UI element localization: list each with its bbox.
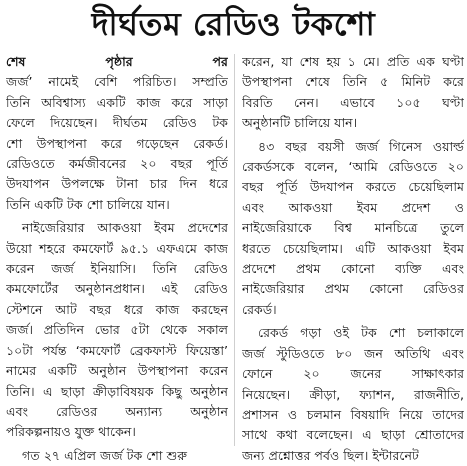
text-line: জর্জ’ নামেই বেশি পরিচিত। সম্প্রতি [6,74,228,90]
paragraph [6,218,228,442]
column-divider [234,54,235,446]
text-line: অনুষ্ঠানটি চালিয়ে যান। [242,115,358,131]
text-line: রেকর্ডসকে বলেন, ‘আমি রেডিওতে ২০ [242,159,464,175]
text-line: নাইজেরিয়াকে বিশ্ব মানচিত্রে তুলে [242,220,464,236]
text-line: ৪৩ বছর বয়সী জর্জ গিনেস ওয়ার্ল্ড [258,138,464,154]
text-line: নামের একটি অনুষ্ঠান উপস্থাপনা করেন [6,363,228,379]
text-line: তিনি একটি টক শো চালিয়ে যান। [6,196,170,212]
text-line: ফোনে ২০ জনের সাক্ষাৎকার [242,366,464,382]
text-line: উদযাপন উপলক্ষে টানা চার দিন ধরে [6,176,228,192]
text-line: স্টেশনে আট বছর ধরে কাজ করছেন [6,301,228,317]
paragraph [242,137,464,321]
text-line: বিরতি নেন। এভাবে ১০৫ ঘণ্টা [242,94,464,110]
right-column [242,52,464,466]
text-line: এবং রেডিওর অন্যান্য অনুষ্ঠান [6,403,228,419]
text-line: শো উপস্থাপনা করে গড়েছেন রেকর্ড। [6,135,228,151]
text-line: ধরতে চেয়েছিলাম। এটি আকওয়া ইবম [242,240,464,256]
continued-from-label: শেষ পৃষ্ঠার পর [6,54,228,69]
paragraph [242,52,464,134]
text-line: করেন, যা শেষ হয় ১ মে। প্রতি এক ঘণ্টা [242,54,464,69]
text-line: সাথে কথা বলেছেন। এ ছাড়া শ্রোতাদের [242,427,464,443]
paragraph [6,446,228,466]
text-line: পরিকল্পনায়ও যুক্ত থাকেন। [6,424,136,440]
text-line: প্রশাসন ও চলমান বিষয়াদি নিয়ে তাদের [242,406,464,422]
text-line: তিনি। এ ছাড়া ক্রীড়াবিষয়ক কিছু অনুষ্ঠান [6,383,228,399]
left-column [6,52,228,466]
text-line: ফেলে দিয়েছেন। দীর্ঘতম রেডিও টক [6,115,228,131]
text-line: নাইজেরিয়ার আকওয়া ইবম প্রদেশের [22,220,228,236]
text-line: ১০টা পর্যন্ত ‘কমফোর্ট ব্রেকফাস্ট ফিয়েস্তা’ [6,342,228,358]
text-line: রেকর্ড। [242,301,277,317]
text-line: কমফোর্টের অনুষ্ঠানপ্রধান। এই রেডিও [6,281,228,297]
paragraph [6,72,228,215]
text-line: উয়ো শহরে কমফোর্ট ৯৫.১ এফএমে কাজ [6,240,228,256]
text-line: জন্য প্রশ্নোত্তর পর্বও ছিল। ইন্টারনেট [242,447,419,463]
text-line: গত ২৭ এপ্রিল জর্জ টক শো শুরু [22,447,187,463]
article-headline: দীর্ঘতম রেডিও টকশো [91,5,376,43]
text-line: তিনি অবিশ্বাস্য একটি কাজ করে সাড়া [6,94,228,110]
text-line: জর্জ। প্রতিদিন ভোর ৫টা থেকে সকাল [6,322,228,338]
text-line: প্রদেশে প্রথম কোনো ব্যক্তি এবং [242,261,464,277]
text-line: বছর পূর্তি উদযাপন করতে চেয়েছিলাম [242,179,464,195]
text-line: জর্জ স্টুডিওতে ৮০ জন অতিথি এবং [242,345,464,361]
text-line: উপস্থাপনা শেষে তিনি ৫ মিনিট করে [242,74,464,90]
text-line: এবং আকওয়া ইবম প্রদেশ ও [242,199,464,215]
text-line: নাইজেরিয়ার প্রথম কোনো রেডিওর [242,281,464,297]
text-line: রেকর্ড গড়া ওই টক শো চলাকালে [258,325,464,341]
text-line: রেডিওতে কর্মজীবনের ২০ বছর পূর্তি [6,156,228,172]
text-line: নিয়েছেন। ক্রীড়া, ফ্যাশন, রাজনীতি, [242,386,464,402]
text-line: করেন জর্জ ইনিয়াসি। তিনি রেডিও [6,261,228,277]
paragraph [242,323,464,466]
